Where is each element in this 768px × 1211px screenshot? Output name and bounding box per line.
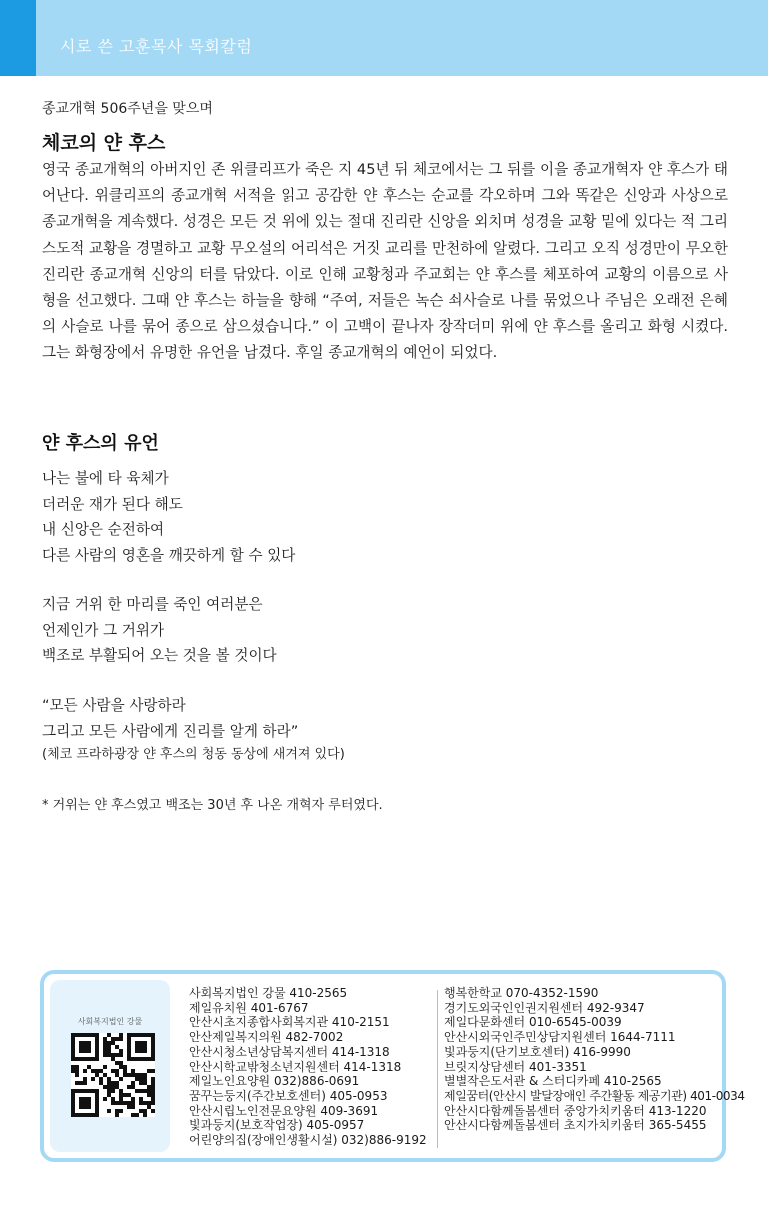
contact-line: 안산시학교밖청소년지원센터 414-1318 — [189, 1059, 402, 1074]
contact-line: 제일꿈터(안산시 발달장애인 주간활동 제공기관) 401-0034 — [444, 1088, 745, 1103]
qr-label: 사회복지법인 강물 — [77, 1017, 143, 1026]
poem-line: 더러운 재가 된다 해도 — [42, 495, 183, 513]
contact-line: 안산제일복지의원 482-7002 — [189, 1030, 344, 1045]
article-subtitle: 종교개혁 506주년을 맞으며 — [42, 101, 213, 117]
qr-code-icon[interactable] — [71, 1033, 155, 1117]
contacts-right-column — [444, 986, 745, 1133]
poem-stanza-3 — [42, 693, 722, 766]
poem-line: 그리고 모든 사람에게 진리를 알게 하라” — [42, 722, 299, 740]
contact-line: 안산시청소년상담복지센터 414-1318 — [189, 1044, 390, 1059]
contact-line: 안산시다함께돌봄센터 초지가치키움터 365-5455 — [444, 1118, 707, 1133]
poem-line: 지금 거위 한 마리를 죽인 여러분은 — [42, 596, 263, 613]
header-title: 시로 쓴 고훈목사 목회칼럼 — [60, 37, 253, 56]
poem-line: “모든 사람을 사랑하라 — [42, 697, 186, 714]
qr-panel — [50, 980, 170, 1152]
contact-line: 꿈꾸는둥지(주간보호센터) 405-0953 — [189, 1088, 388, 1103]
poem-line: 언제인가 그 거위가 — [42, 621, 165, 639]
contact-line: 사회복지법인 강물 410-2565 — [189, 986, 348, 1000]
contact-line: 제일다문화센터 010-6545-0039 — [444, 1015, 622, 1030]
statue-note: (체코 프라하광장 얀 후스의 청동 동상에 새겨져 있다) — [42, 747, 345, 762]
contact-line: 빛과둥지(단기보호센터) 416-9990 — [444, 1044, 631, 1059]
header-bar — [0, 0, 768, 76]
contact-line: 빛과둥지(보호작업장) 405-0957 — [189, 1118, 365, 1133]
contact-line: 안산시다함께돌봄센터 중앙가치키움터 413-1220 — [444, 1103, 707, 1118]
contact-line: 행복한학교 070-4352-1590 — [444, 986, 599, 1000]
contact-line: 별별작은도서관 & 스터디카페 410-2565 — [444, 1074, 662, 1089]
poem-line: 내 신앙은 순전하여 — [42, 521, 165, 538]
poem-line: 나는 불에 타 육체가 — [42, 470, 169, 487]
contact-line: 안산시립노인전문요양원 409-3691 — [189, 1103, 379, 1118]
header-accent — [0, 0, 36, 76]
will-title: 얀 후스의 유언 — [42, 433, 159, 454]
article-title: 체코의 얀 후스 — [42, 132, 166, 154]
contact-info-box — [40, 970, 745, 1162]
contact-line: 안산시초지종합사회복지관 410-2151 — [189, 1015, 390, 1030]
footnote: * 거위는 얀 후스였고 백조는 30년 후 나온 개혁자 루터였다. — [42, 798, 383, 813]
column-divider — [437, 990, 438, 1148]
contact-line: 경기도외국인인권지원센터 492-9347 — [444, 1000, 645, 1015]
contacts-left-column — [189, 986, 427, 1148]
poem-stanza-2 — [42, 592, 722, 669]
article-body: 영국 종교개혁의 아버지인 존 위클리프가 죽은 지 45년 뒤 체코에서는 그 뒤를 이을 종교개혁자 얀 후스가 태어난다. 위클리프의 종교개혁 서적을 읽고 공감한 얀 후스는 순교를 각오하며 그와 똑같은 신앙과 사상으로 종교개혁을 계속했다. 성경은 모든 것 위에 있는 절대 진리란 신앙을 외치며 성경을 교황 밑에 있다는 적 그리스도적 교황을 경멸하고 교황 무오설의 어리석은 거짓 교리를 만천하에 알렸다. 그리고 오직 성경만이 무오한 진리란 종교개혁 신앙의 터를 닦았다. 이로 인해 교황청과 주교회는 얀 후스를 체포하여 교황의 이름으로 사형을 선고했다. 그때 얀 후스는 하늘을 향해 “주여, 저들은 녹슨 쇠사슬로 나를 묶었으나 주님은 오래전 은혜의 사슬로 나를 묶어 종으로 삼으셨습니다.” 이 고백이 끝나자 장작더미 위에 얀 후스를 올리고 화형 시켰다. 그는 화형장에서 유명한 유언을 남겼다. 후일 종교개혁의 예언이 되었다. — [42, 161, 728, 362]
contact-line: 제일노인요양원 032)886-0691 — [189, 1074, 360, 1089]
poem-line: 백조로 부활되어 오는 것을 볼 것이다 — [42, 647, 277, 664]
contact-line: 어린양의집(장애인생활시설) 032)886-9192 — [189, 1133, 427, 1148]
poem-line: 다른 사람의 영혼을 깨끗하게 할 수 있다 — [42, 546, 296, 564]
poem-stanza-1 — [42, 466, 722, 568]
contact-line: 브릿지상담센터 401-3351 — [444, 1059, 587, 1074]
contact-line: 안산시외국인주민상담지원센터 1644-7111 — [444, 1030, 676, 1045]
contact-line: 제일유치원 401-6767 — [189, 1000, 309, 1015]
